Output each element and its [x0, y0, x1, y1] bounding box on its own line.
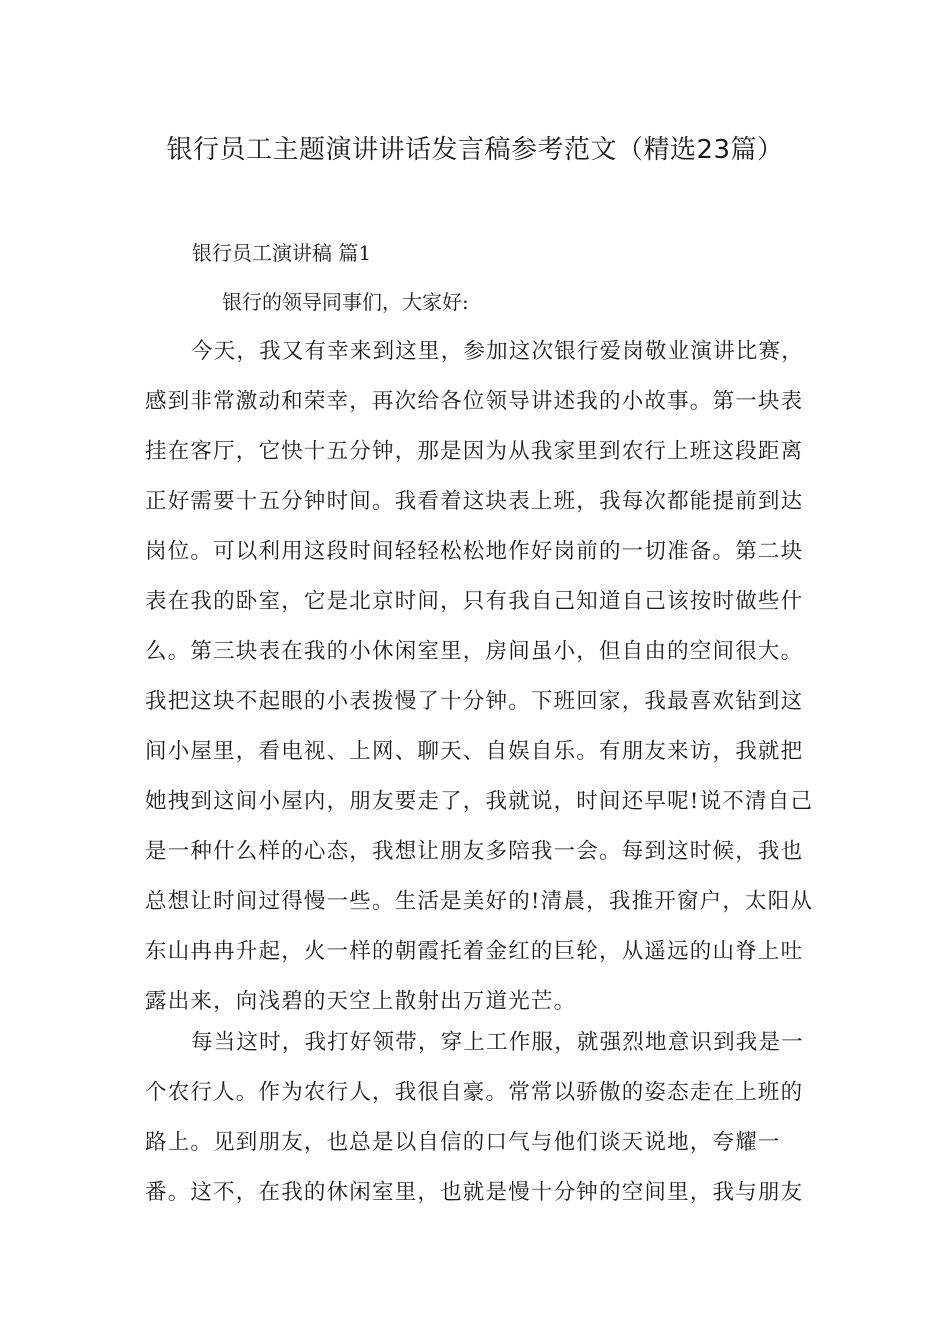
body-paragraph — [145, 327, 815, 1027]
paragraph-line: 岗位。可以利用这段时间轻轻松松地作好岗前的一切准备。第二块 — [145, 539, 804, 564]
paragraph-line: 番。这不，在我的休闲室里，也就是慢十分钟的空间里，我与朋友 — [145, 1180, 804, 1205]
document-title: 银行员工主题演讲讲话发言稿参考范文（精选23篇） — [166, 135, 784, 165]
body-paragraph — [145, 1018, 815, 1218]
paragraph-line: 是一种什么样的心态，我想让朋友多陪我一会。每到这时候，我也 — [145, 839, 804, 864]
paragraph-line: 挂在客厅，它快十五分钟，那是因为从我家里到农行上班这段距离 — [145, 439, 804, 464]
paragraph-line: 今天，我又有幸来到这里，参加这次银行爱岗敬业演讲比赛， — [191, 339, 804, 364]
paragraph-line: 正好需要十五分钟时间。我看着这块表上班，我每次都能提前到达 — [145, 489, 804, 514]
paragraph-line: 个农行人。作为农行人，我很自豪。常常以骄傲的姿态走在上班的 — [145, 1080, 804, 1105]
paragraph-line: 我把这块不起眼的小表拨慢了十分钟。下班回家，我最喜欢钻到这 — [145, 689, 804, 714]
paragraph-line: 间小屋里，看电视、上网、聊天、自娱自乐。有朋友来访，我就把 — [145, 739, 804, 764]
section-heading: 银行员工演讲稿 篇1 — [192, 241, 372, 265]
greeting-line: 银行的领导同事们，大家好: — [222, 290, 469, 314]
paragraph-line: 东山冉冉升起，火一样的朝霞托着金红的巨轮，从遥远的山脊上吐 — [145, 939, 804, 964]
paragraph-line: 每当这时，我打好领带，穿上工作服，就强烈地意识到我是一 — [191, 1030, 804, 1055]
paragraph-line: 总想让时间过得慢一些。生活是美好的!清晨，我推开窗户，太阳从 — [145, 889, 814, 914]
paragraph-line: 路上。见到朋友，也总是以自信的口气与他们谈天说地，夸耀一 — [145, 1130, 781, 1155]
paragraph-line: 感到非常激动和荣幸，再次给各位领导讲述我的小故事。第一块表 — [145, 389, 804, 414]
paragraph-line: 露出来，向浅碧的天空上散射出万道光芒。 — [145, 989, 577, 1014]
paragraph-line: 么。第三块表在我的小休闲室里，房间虽小，但自由的空间很大。 — [145, 639, 804, 664]
paragraph-line: 她拽到这间小屋内，朋友要走了，我就说，时间还早呢!说不清自己 — [145, 789, 814, 814]
paragraph-line: 表在我的卧室，它是北京时间，只有我自己知道自己该按时做些什 — [145, 589, 804, 614]
